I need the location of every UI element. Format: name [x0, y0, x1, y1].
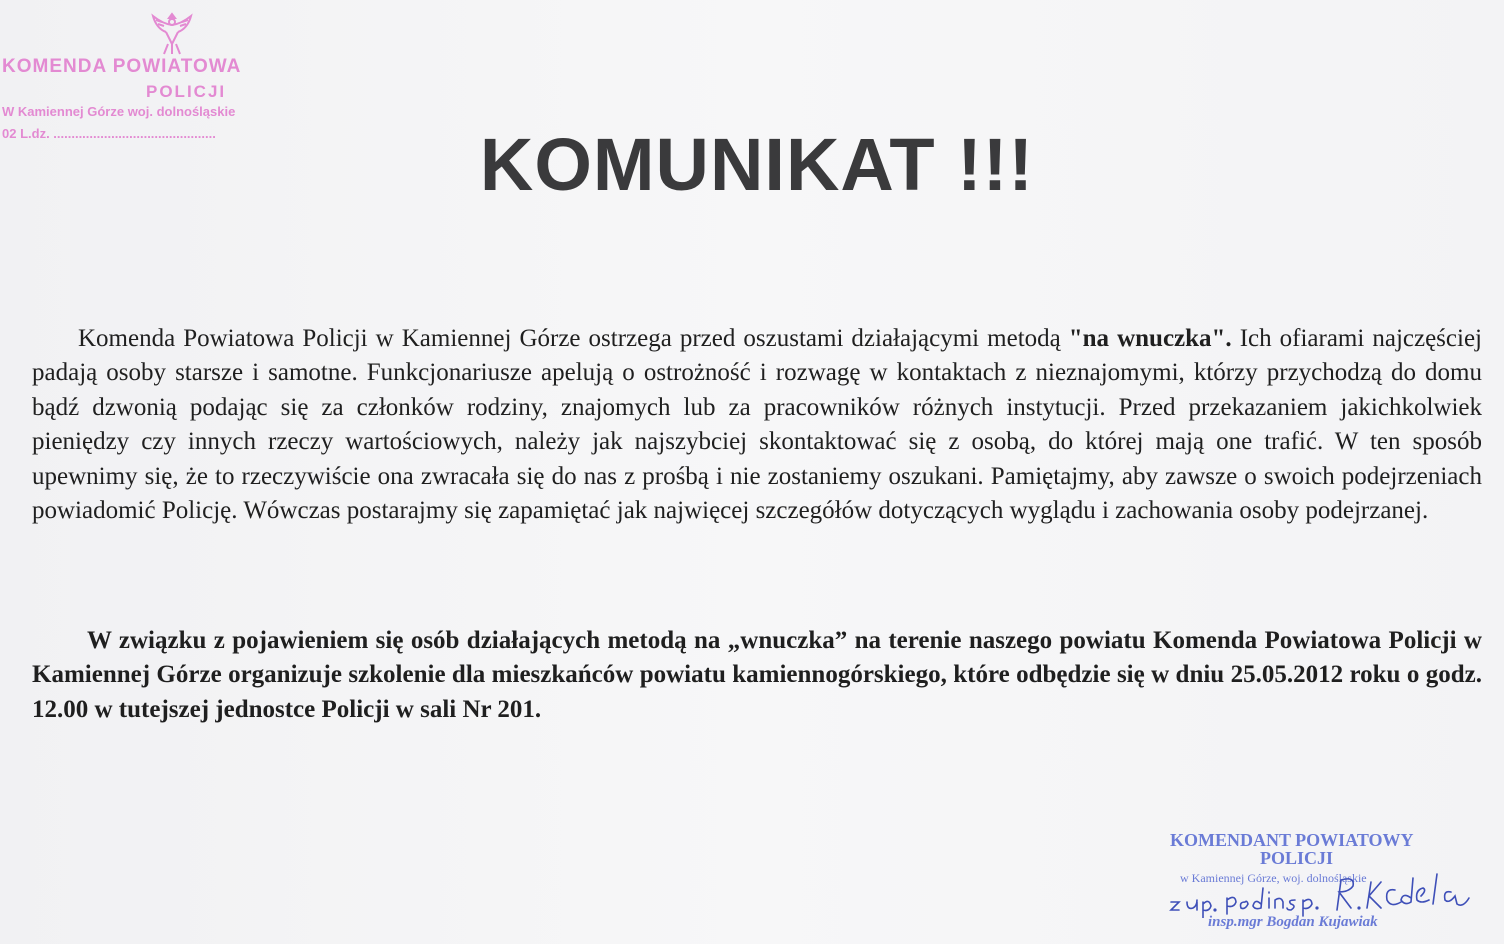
- training-announcement-paragraph: W związku z pojawieniem się osób działających metodą na „wnuczka” na terenie naszego powiatu Komenda Powiatowa Policji w Kamiennej Górze organizuje szkolenie dla mieszkańców powiatu kamiennogórskiego, które odbędzie się w dniu 25.05.2012 roku o godz. 12.00 w tutejszej jednostce Policji w sali Nr 201.: [32, 627, 1482, 723]
- warning-paragraph: [32, 322, 1482, 528]
- handwritten-signature: [1165, 868, 1485, 918]
- paragraph-1-bold-phrase: "na wnuczka".: [1068, 325, 1232, 352]
- paragraph-1-text-start: Komenda Powiatowa Policji w Kamiennej Górze ostrzega przed oszustami działającymi metodą: [78, 325, 1069, 352]
- stamp-line-1: KOMENDA POWIATOWA: [2, 56, 242, 77]
- eagle-emblem-icon: [150, 10, 194, 58]
- police-stamp: [0, 8, 360, 141]
- commander-stamp-line-2: POLICJI: [1260, 848, 1334, 868]
- commander-stamp-line-3: w Kamiennej Górze, woj. dolnośląskie: [1180, 871, 1367, 885]
- commander-stamp-name: insp.mgr Bogdan Kujawiak: [1208, 914, 1378, 930]
- document-title: KOMUNIKAT !!!: [479, 123, 1035, 206]
- commander-stamp-line-1: KOMENDANT POWIATOWY: [1170, 830, 1414, 850]
- stamp-line-3: W Kamiennej Górze woj. dolnośląskie: [2, 104, 236, 119]
- paragraph-1-text-end: Ich ofiarami najczęściej padają osoby starsze i samotne. Funkcjonariusze apelują o ostrożność i rozwagę w kontaktach z nieznajomymi, którzy przychodzą do domu bądź dzwonią podając się za członków rodziny, znajomych lub za pracowników różnych instytucji. Przed przekazaniem jakichkolwiek pieniędzy czy innych rzeczy wartościowych, należy jak najszybciej skontaktować się z osobą, do której mają one trafić. W ten sposób upewnimy się, że to rzeczywiście ona zwracała się do nas z prośbą i nie zostaniemy oszukani. Pamiętajmy, aby zawsze o swoich podejrzeniach powiadomić Policję. Wówczas postarajmy się zapamiętać jak najwięcej szczegółów dotyczących wyglądu i zachowania osoby podejrzanej.: [32, 325, 1482, 525]
- stamp-line-4: 02 L.dz. .............................................: [2, 126, 216, 141]
- stamp-line-2: POLICJI: [146, 82, 227, 101]
